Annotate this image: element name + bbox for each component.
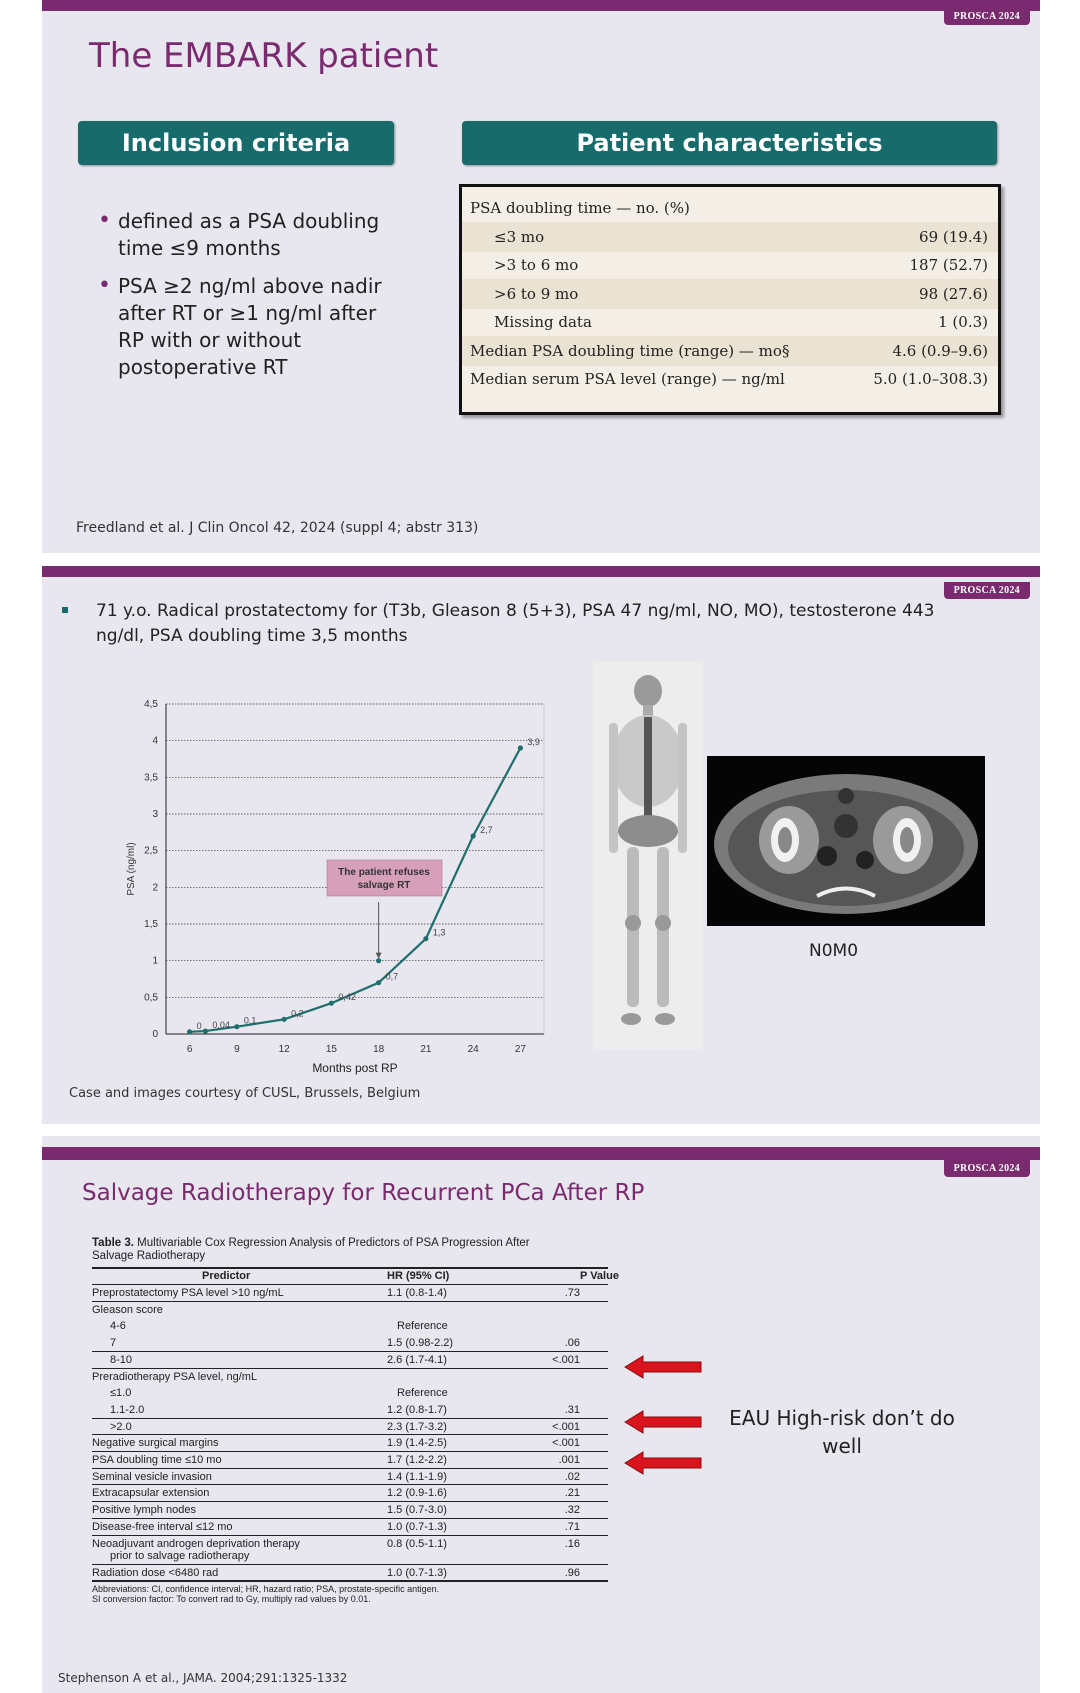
inclusion-criteria-header: Inclusion criteria <box>78 121 394 165</box>
data-label: 0,2 <box>291 1008 304 1019</box>
p-value-cell: .21 <box>564 1487 580 1500</box>
data-point <box>282 1017 287 1022</box>
predictor-cell: ≤1.0 <box>110 1387 132 1400</box>
predictor-cell: >2.0 <box>110 1420 132 1433</box>
hazard-ratio-cell: 1.2 (0.9-1.6) <box>387 1487 447 1500</box>
hazard-ratio-cell: 2.6 (1.7-4.1) <box>387 1353 447 1366</box>
hazard-ratio-cell: 1.0 (0.7-1.3) <box>387 1566 447 1579</box>
y-tick-label: 3 <box>152 809 158 820</box>
x-tick-label: 24 <box>467 1044 479 1055</box>
x-tick-label: 27 <box>514 1044 526 1055</box>
table-caption-text: Multivariable Cox Regression Analysis of Predictors of PSA Progression After Salvage Radiotherapy <box>92 1237 530 1262</box>
hazard-ratio-cell: 1.1 (0.8-1.4) <box>387 1287 447 1299</box>
case-description: 71 y.o. Radical prostatectomy for (T3b, Gleason 8 (5+3), PSA 47 ng/ml, NO, MO), testosterone 443 ng/dl, PSA doubling time 3,5 months <box>96 601 935 646</box>
table-footnote <box>92 1584 439 1604</box>
inclusion-bullet: • defined as a PSA doubling time ≤9 months <box>92 208 392 262</box>
table-header-cell: P Value <box>580 1270 619 1282</box>
predictor-cell: 8-10 <box>110 1353 133 1366</box>
x-tick-label: 6 <box>186 1044 193 1055</box>
slide-title: The EMBARK patient <box>89 36 439 76</box>
y-tick-label: 0 <box>152 1029 158 1040</box>
hazard-ratio-cell: 0.8 (0.5-1.1) <box>387 1537 447 1550</box>
table-caption-number: Table 3. <box>92 1237 134 1249</box>
data-point <box>423 936 428 941</box>
conversion-note: SI conversion factor: To convert rad to Gy, multiply rad values by 0.01. <box>92 1594 371 1605</box>
table-row <box>92 1402 608 1419</box>
predictor-cell: 4-6 <box>110 1320 126 1333</box>
prosca-badge: PROSCA 2024 <box>944 8 1030 25</box>
p-value-cell: .16 <box>564 1537 580 1550</box>
hazard-ratio-cell: Reference <box>397 1387 448 1400</box>
predictor-cell: Disease-free interval ≤12 mo <box>92 1520 233 1533</box>
characteristics-value: 4.6 (0.9–9.6) <box>892 341 988 360</box>
x-tick-label: 12 <box>278 1044 290 1055</box>
y-tick-label: 3,5 <box>144 772 158 784</box>
prosca-badge: PROSCA 2024 <box>944 582 1030 599</box>
p-value-cell: .73 <box>564 1287 580 1299</box>
p-value-cell: .02 <box>564 1470 580 1483</box>
hazard-ratio-cell: 1.9 (1.4-2.5) <box>387 1437 447 1450</box>
predictor-cell: Seminal vesicle invasion <box>92 1470 212 1483</box>
hazard-ratio-cell: 1.5 (0.98-2.2) <box>387 1337 454 1350</box>
data-point <box>376 980 381 985</box>
red-arrow-icon <box>625 1452 701 1474</box>
characteristics-value: 69 (19.4) <box>919 227 988 246</box>
p-value-cell: .71 <box>564 1520 580 1533</box>
y-tick-label: 4,5 <box>144 699 158 710</box>
x-tick-label: 18 <box>373 1044 385 1055</box>
table-row <box>92 1302 608 1319</box>
characteristics-row <box>462 279 998 309</box>
y-axis-label: PSA (ng/ml) <box>126 842 137 896</box>
characteristics-row <box>462 222 998 252</box>
predictor-cell: Preradiotherapy PSA level, ng/mL <box>92 1370 258 1383</box>
predictor-cell: Negative surgical margins <box>92 1437 219 1450</box>
citation: Stephenson A et al., JAMA. 2004;291:1325-1332 <box>58 1671 348 1685</box>
slide-top-bar <box>42 1147 1040 1160</box>
p-value-cell: .06 <box>564 1337 580 1350</box>
y-tick-label: 1 <box>152 955 158 967</box>
table-row <box>92 1469 608 1486</box>
table-row <box>92 1352 608 1369</box>
abbreviations-note: Abbreviations: CI, confidence interval; HR, hazard ratio; PSA, prostate-specific antigen. <box>92 1584 440 1595</box>
slide-salvage-rt <box>42 1136 1040 1693</box>
red-arrow-icon <box>625 1411 701 1433</box>
data-label: 0,1 <box>243 1015 257 1026</box>
characteristics-label: PSA doubling time — no. (%) <box>470 199 690 217</box>
data-point <box>329 1001 334 1006</box>
table-row <box>92 1565 608 1582</box>
characteristics-label: Median serum PSA level (range) — ng/ml <box>470 370 785 388</box>
predictor-cell: Preprostatectomy PSA level >10 ng/mL <box>92 1287 284 1299</box>
characteristics-label: Median PSA doubling time (range) — mo§ <box>470 341 790 360</box>
predictor-cell: 1.1-2.0 <box>110 1403 145 1416</box>
characteristics-row <box>462 336 998 366</box>
p-value-cell: <.001 <box>552 1437 580 1450</box>
p-value-cell: .96 <box>564 1566 580 1579</box>
predictor-cell: Extracapsular extension <box>92 1487 210 1500</box>
cox-regression-table <box>92 1267 619 1677</box>
characteristics-value: 187 (52.7) <box>909 256 988 274</box>
predictor-cell: Neoadjuvant androgen deprivation therapy <box>92 1537 300 1550</box>
data-point <box>234 1024 239 1029</box>
data-label: 0,7 <box>385 971 399 982</box>
annotation-point <box>376 958 381 963</box>
characteristics-row <box>462 364 998 394</box>
eau-callout: EAU High-risk don’t do well <box>729 1406 955 1458</box>
y-tick-label: 2 <box>152 882 158 894</box>
data-point <box>471 833 476 838</box>
table-row <box>92 1419 608 1436</box>
inclusion-criteria-list <box>92 208 392 392</box>
data-label: 0,04 <box>212 1020 230 1031</box>
table-row <box>92 1369 608 1386</box>
y-tick-label: 1,5 <box>144 919 158 930</box>
predictor-cell: 7 <box>110 1337 117 1350</box>
predictor-cell: Radiation dose <6480 rad <box>92 1566 219 1579</box>
annotation-text-line2: salvage RT <box>357 880 411 891</box>
citation: Freedland et al. J Clin Oncol 42, 2024 (suppl 4; abstr 313) <box>76 520 479 536</box>
table-header-cell: HR (95% CI) <box>387 1270 450 1282</box>
y-tick-label: 0,5 <box>144 992 158 1004</box>
slide-case <box>42 566 1040 1124</box>
y-tick-label: 2,5 <box>144 845 158 857</box>
table-rule <box>92 1580 608 1582</box>
data-label: 0 <box>196 1020 202 1031</box>
slide-embark <box>42 0 1040 553</box>
table-row <box>92 1536 608 1565</box>
data-label: 0,42 <box>338 992 356 1003</box>
hazard-ratio-cell: 1.4 (1.1-1.9) <box>387 1470 447 1483</box>
hazard-ratio-cell: Reference <box>397 1320 448 1333</box>
hazard-ratio-cell: 1.5 (0.7-3.0) <box>387 1504 447 1517</box>
p-value-cell: .31 <box>564 1403 580 1416</box>
bullet-square <box>62 607 68 613</box>
annotation-arrow-head <box>376 953 382 959</box>
table-row <box>92 1285 608 1302</box>
inclusion-bullet: • PSA ≥2 ng/ml above nadir after RT or ≥1 ng/ml after RP with or without postoperative RT <box>92 273 392 381</box>
characteristics-row <box>462 250 998 280</box>
prosca-badge: PROSCA 2024 <box>944 1160 1030 1177</box>
table-row <box>92 1452 608 1469</box>
table-row <box>92 1502 608 1519</box>
table-row <box>92 1435 608 1452</box>
slide-top-bar <box>42 566 1040 577</box>
predictor-cell: Gleason score <box>92 1303 163 1316</box>
x-tick-label: 15 <box>325 1044 337 1055</box>
bone-scan-image <box>593 661 703 1049</box>
predictor-cell: Positive lymph nodes <box>92 1504 196 1517</box>
patient-characteristics-header: Patient characteristics <box>462 121 997 165</box>
data-label: 2,7 <box>480 825 493 835</box>
red-arrow-icon <box>625 1356 701 1378</box>
characteristics-value: 1 (0.3) <box>938 313 988 331</box>
citation: Case and images courtesy of CUSL, Brussels, Belgium <box>69 1086 421 1101</box>
characteristics-row <box>462 193 998 223</box>
table-row <box>92 1485 608 1502</box>
x-axis-label: Months post RP <box>312 1061 398 1075</box>
table-row <box>92 1318 608 1335</box>
characteristics-label: ≤3 mo <box>494 227 545 246</box>
x-tick-label: 21 <box>420 1044 432 1055</box>
characteristics-label: >3 to 6 mo <box>494 256 579 274</box>
p-value-cell: <.001 <box>552 1420 580 1433</box>
table-row <box>92 1335 608 1352</box>
characteristics-value: 5.0 (1.0–308.3) <box>873 370 988 388</box>
x-tick-label: 9 <box>234 1044 240 1055</box>
hazard-ratio-cell: 2.3 (1.7-3.2) <box>387 1420 447 1433</box>
data-point <box>518 745 523 750</box>
hazard-ratio-cell: 1.2 (0.8-1.7) <box>387 1403 447 1416</box>
characteristics-value: 98 (27.6) <box>919 284 988 303</box>
slide-title: Salvage Radiotherapy for Recurrent PCa After RP <box>82 1180 645 1206</box>
table-caption <box>92 1237 572 1263</box>
data-point <box>187 1029 192 1034</box>
characteristics-label: Missing data <box>494 313 592 331</box>
characteristics-label: >6 to 9 mo <box>494 284 579 303</box>
staging-label: N0M0 <box>809 941 859 961</box>
hazard-ratio-cell: 1.7 (1.2-2.2) <box>387 1454 447 1466</box>
data-label: 3,9 <box>527 737 540 747</box>
table-row <box>92 1385 608 1402</box>
table-row <box>92 1519 608 1536</box>
characteristics-row <box>462 307 998 337</box>
ct-scan-image <box>707 756 985 926</box>
hazard-ratio-cell: 1.0 (0.7-1.3) <box>387 1520 447 1533</box>
y-tick-label: 4 <box>152 735 158 747</box>
patient-characteristics-table <box>459 184 1001 415</box>
psa-chart <box>82 684 552 1075</box>
annotation-text-line1: The patient refuses <box>338 867 430 878</box>
data-point <box>203 1028 208 1033</box>
data-label: 1,3 <box>432 927 446 938</box>
p-value-cell: <.001 <box>552 1353 580 1366</box>
p-value-cell: .32 <box>564 1504 580 1517</box>
p-value-cell: .001 <box>558 1454 580 1466</box>
predictor-cell: PSA doubling time ≤10 mo <box>92 1454 222 1466</box>
predictor-cell-continued: prior to salvage radiotherapy <box>110 1549 250 1562</box>
slide-top-bar <box>42 0 1040 11</box>
table-header-cell: Predictor <box>202 1270 251 1282</box>
